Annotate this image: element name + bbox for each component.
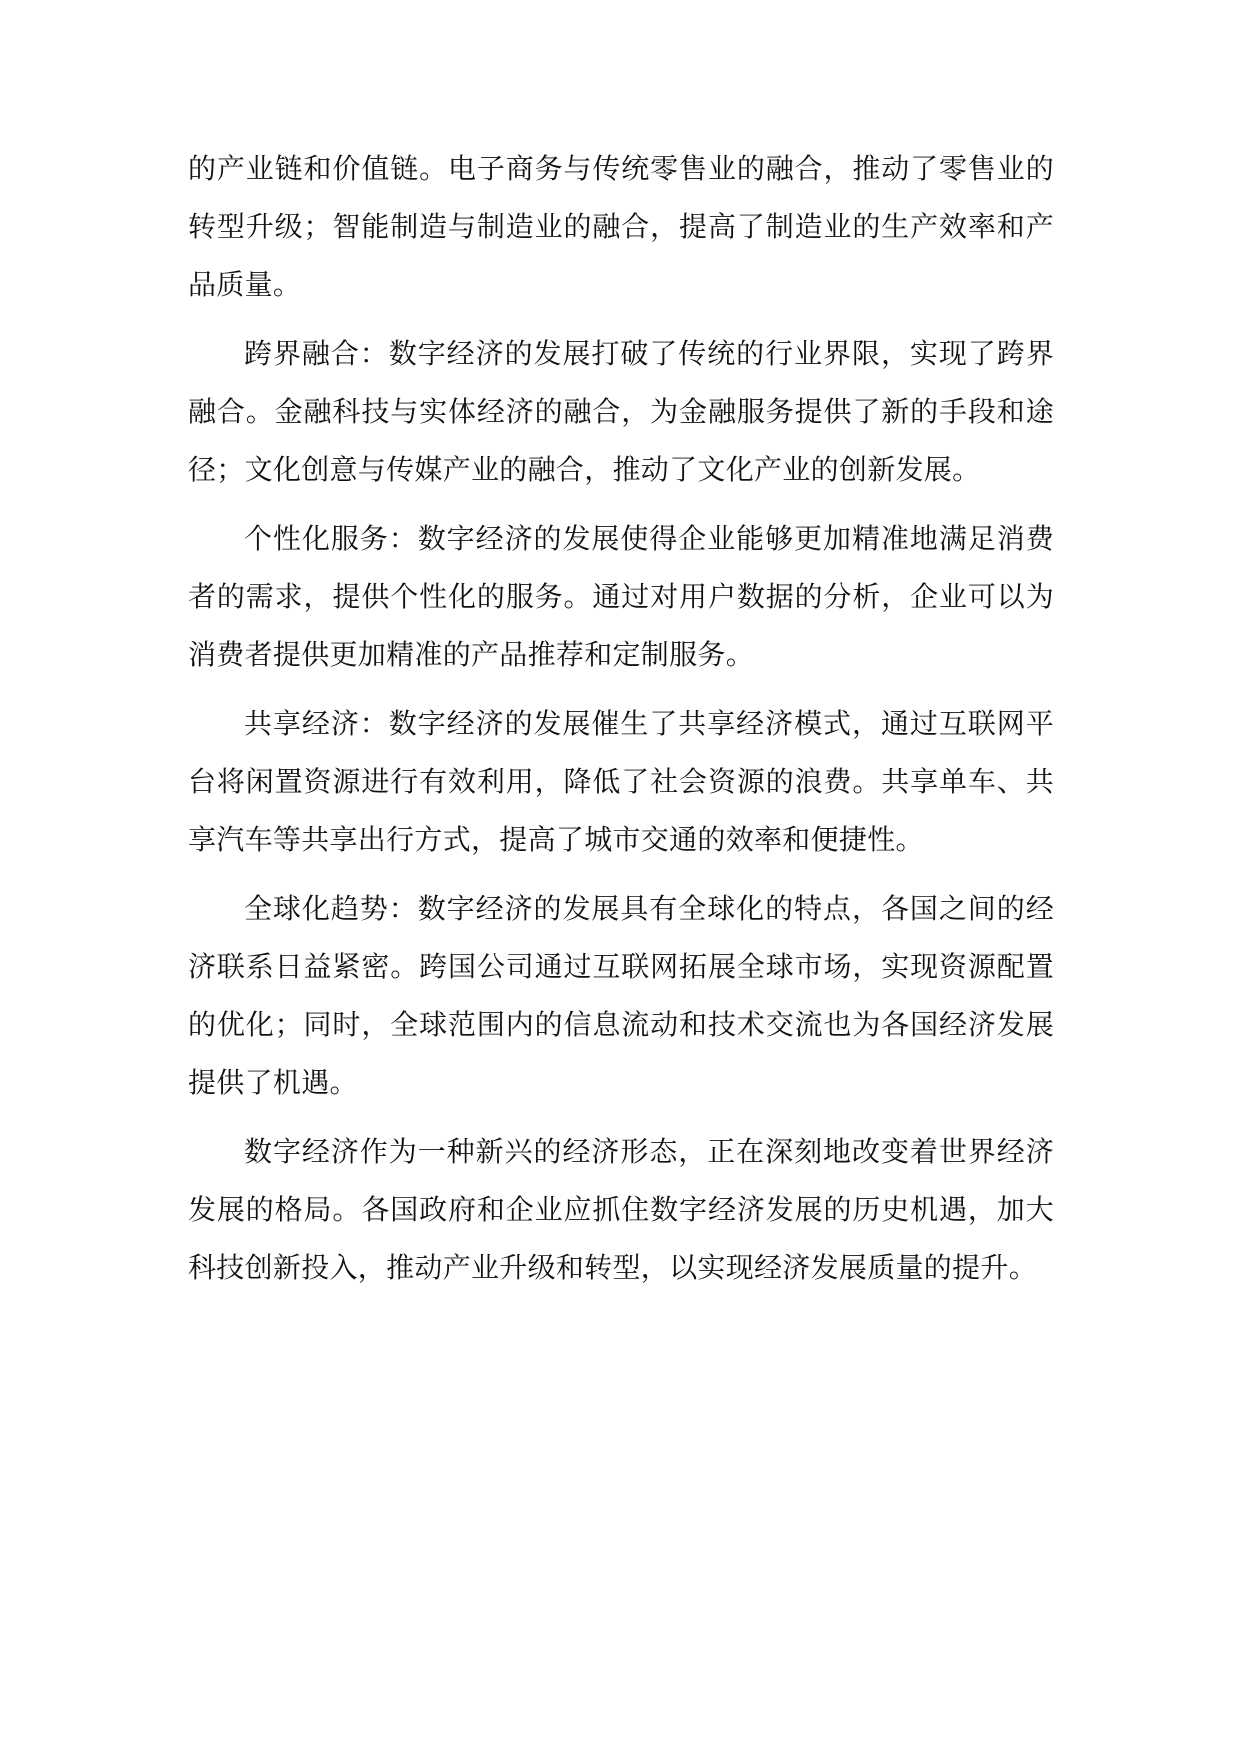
paragraph-cross-industry-integration: 跨界融合：数字经济的发展打破了传统的行业界限，实现了跨界融合。金融科技与实体经济的融合，为金融服务提供了新的手段和途径；文化创意与传媒产业的融合，推动了文化产业的创新发展。 [188, 337, 1054, 486]
document-body [188, 140, 1054, 1308]
paragraph-globalization-trend: 全球化趋势：数字经济的发展具有全球化的特点，各国之间的经济联系日益紧密。跨国公司通过互联网拓展全球市场，实现资源配置的优化；同时，全球范围内的信息流动和技术交流也为各国经济发展提供了机遇。 [188, 892, 1054, 1099]
paragraph-sharing-economy: 共享经济：数字经济的发展催生了共享经济模式，通过互联网平台将闲置资源进行有效利用，降低了社会资源的浪费。共享单车、共享汽车等共享出行方式，提高了城市交通的效率和便捷性。 [188, 707, 1054, 856]
paragraph-continuation: 的产业链和价值链。电子商务与传统零售业的融合，推动了零售业的转型升级；智能制造与制造业的融合，提高了制造业的生产效率和产品质量。 [188, 152, 1054, 301]
paragraph-conclusion: 数字经济作为一种新兴的经济形态，正在深刻地改变着世界经济发展的格局。各国政府和企业应抓住数字经济发展的历史机遇，加大科技创新投入，推动产业升级和转型，以实现经济发展质量的提升。 [188, 1135, 1054, 1284]
paragraph-personalized-service: 个性化服务：数字经济的发展使得企业能够更加精准地满足消费者的需求，提供个性化的服务。通过对用户数据的分析，企业可以为消费者提供更加精准的产品推荐和定制服务。 [188, 522, 1054, 671]
